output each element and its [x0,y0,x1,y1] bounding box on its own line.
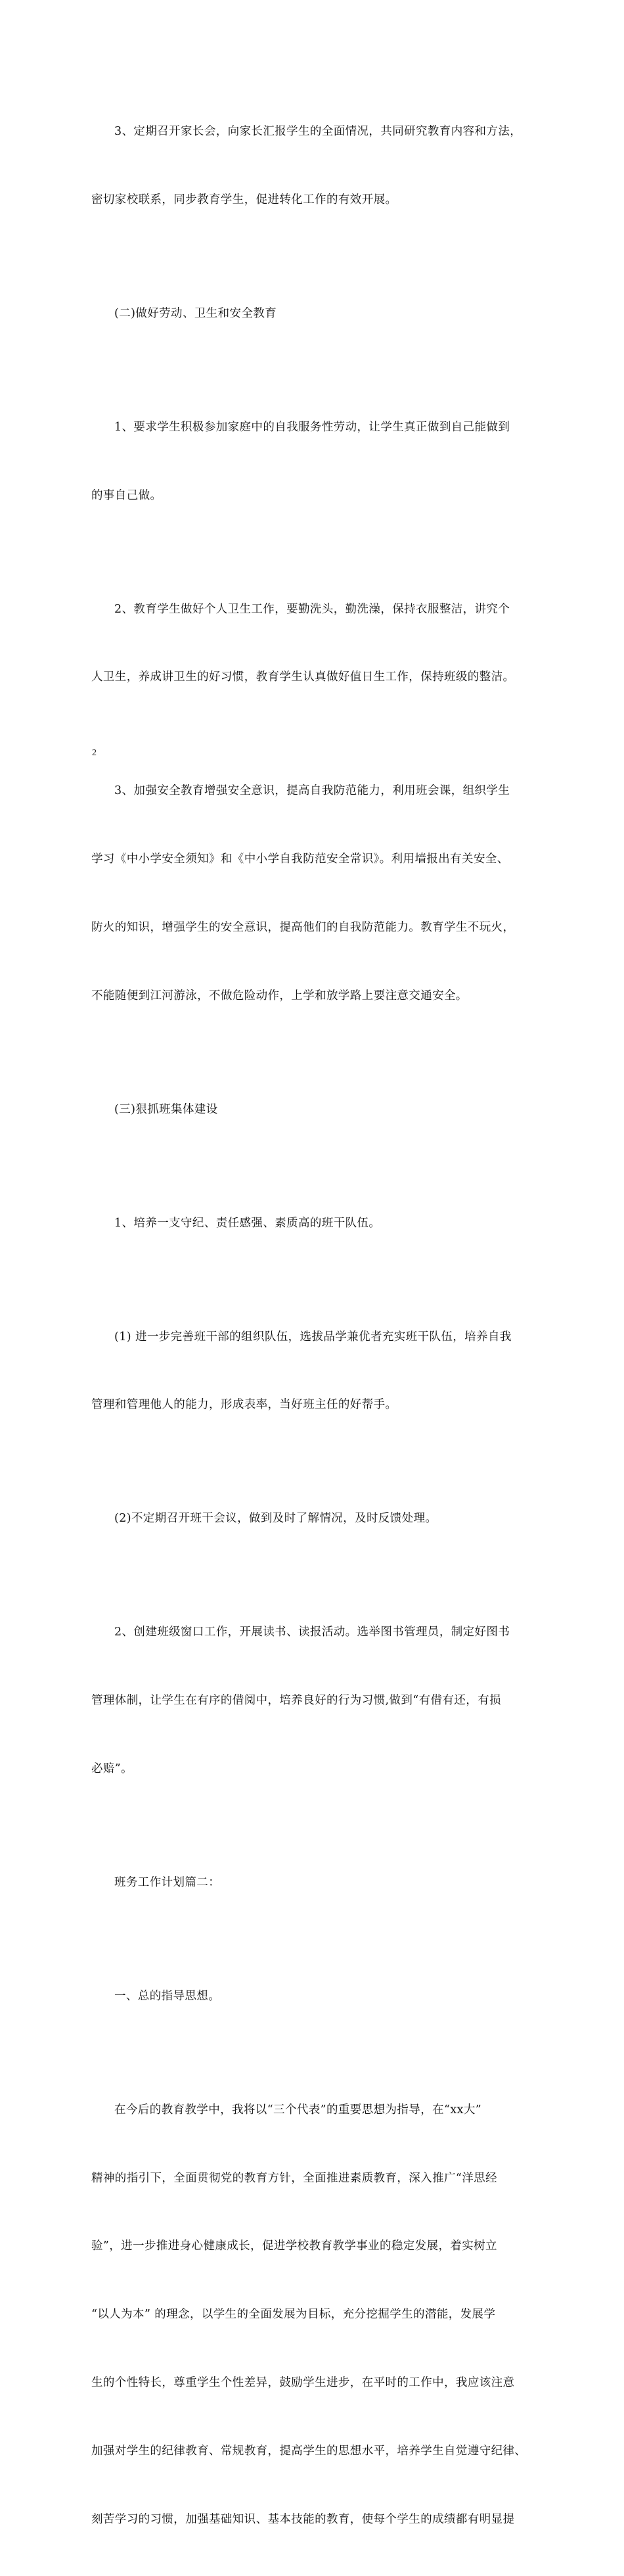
paragraph-line: 刻苦学习的习惯，加强基础知识、基本技能的教育，使每个学生的成绩都有明显提 [91,2512,515,2526]
paragraph-3 [91,371,545,553]
paragraph-line: 2、创建班级窗口工作，开展读书、读报活动。选举图书管理员，制定好图书 [114,1626,510,1639]
paragraph-13 [91,2053,545,2576]
page-number: 2 [92,748,97,758]
paragraph-line: 管理和管理他人的能力，形成表率，当好班主任的好帮手。 [91,1398,397,1412]
paragraph-line: (二)做好劳动、卫生和安全教育 [114,306,277,320]
section-heading-3 [91,1053,545,1167]
document-body [91,75,545,2576]
paragraph-10 [91,1576,545,1826]
paragraph-1 [91,75,545,257]
paragraph-line: 的事自己做。 [91,488,162,502]
paragraph-line: 不能随便到江河游泳，不做危险动作，上学和放学路上要注意交通安全。 [91,989,468,1002]
paragraph-line: 加强对学生的纪律教育、常规教育，提高学生的思想水平，培养学生自觉遵守纪律、 [91,2444,527,2458]
paragraph-9 [91,1462,545,1576]
paragraph-line: 1、要求学生积极参加家庭中的自我服务性劳动，让学生真正做到自己能做到 [114,420,510,434]
paragraph-line: 生的个性特长，尊重学生个性差异，鼓励学生进步，在平时的工作中，我应该注意 [91,2376,515,2389]
paragraph-8 [91,1280,545,1462]
paragraph-7 [91,1167,545,1280]
paragraph-line: 学习《中小学安全须知》和《中小学自我防范安全常识》。利用墙报出有关安全、 [91,853,509,866]
paragraph-line: 验”，进一步推进身心健康成长，促进学校教育教学事业的稳定发展，着实树立 [91,2239,497,2253]
section-heading-guiding-thought [91,1940,545,2053]
paragraph-line: 必赔”。 [91,1762,133,1775]
paragraph-line: (三)狠抓班集体建设 [114,1102,218,1116]
paragraph-line: 在今后的教育教学中，我将以“三个代表”的重要思想为指导，在“xx大” [114,2103,482,2117]
paragraph-line: (1) 进一步完善班干部的组织队伍，选拔品学兼优者充实班干队伍，培养自我 [114,1330,512,1344]
paragraph-line: (2)不定期召开班干会议，做到及时了解情况，及时反馈处理。 [114,1512,437,1526]
paragraph-line: “以人为本” 的理念，以学生的全面发展为目标，充分挖掘学生的潜能，发展学 [91,2308,496,2322]
paragraph-line: 一、总的指导思想。 [114,1989,221,2003]
paragraph-line: 1、培养一支守纪、责任感强、素质高的班干队伍。 [114,1216,381,1230]
section-heading-2 [91,257,545,371]
paragraph-line: 2、教育学生做好个人卫生工作，要勤洗头，勤洗澡，保持衣服整洁，讲究个 [114,602,510,616]
paragraph-line: 防火的知识，增强学生的安全意识，提高他们的自我防范能力。教育学生不玩火， [91,920,515,934]
article-subtitle [91,1826,545,1940]
paragraph-5 [91,734,545,1052]
paragraph-line: 人卫生，养成讲卫生的好习惯，教育学生认真做好值日生工作，保持班级的整洁。 [91,670,515,684]
paragraph-line: 班务工作计划篇二： [114,1875,221,1889]
paragraph-line: 精神的指引下，全面贯彻党的教育方针，全面推进素质教育，深入推广“洋思经 [91,2171,497,2185]
paragraph-line: 密切家校联系，同步教育学生，促进转化工作的有效开展。 [91,193,397,206]
paragraph-4 [91,552,545,734]
paragraph-line: 3、加强安全教育增强安全意识，提高自我防范能力，利用班会课，组织学生 [114,784,510,798]
paragraph-line: 3、定期召开家长会，向家长汇报学生的全面情况，共同研究教育内容和方法， [114,125,522,139]
paragraph-line: 管理体制，让学生在有序的借阅中，培养良好的行为习惯,做到“有借有还，有损 [91,1694,501,1708]
